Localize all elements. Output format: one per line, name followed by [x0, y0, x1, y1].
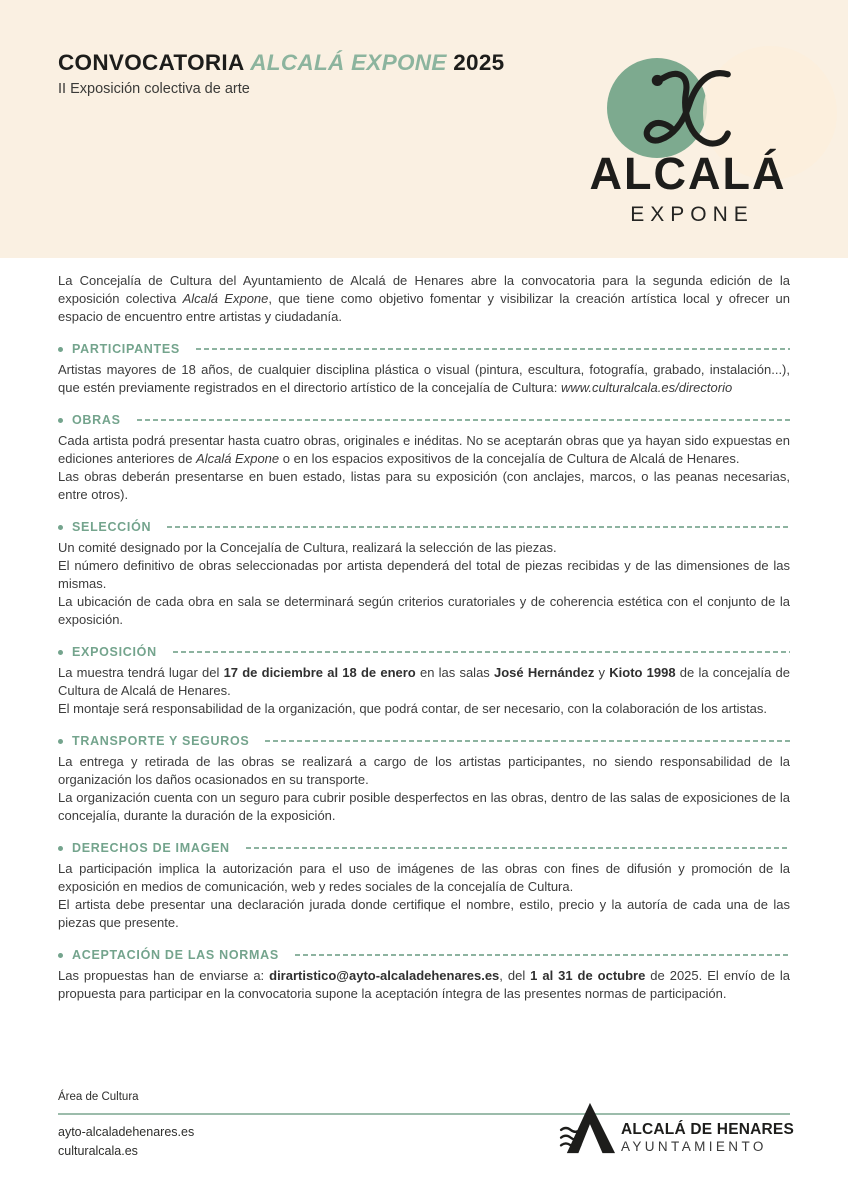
text-segment: en las salas — [415, 665, 495, 680]
paragraph — [58, 967, 790, 1003]
bullet-icon — [58, 953, 63, 958]
dashed-rule — [137, 419, 790, 421]
text-segment: Las propuestas han de enviarse a: — [58, 968, 270, 983]
paragraph — [58, 361, 790, 397]
paragraph — [58, 593, 790, 629]
area-label: Área de Cultura — [58, 1091, 139, 1103]
title-highlight: ALCALÁ EXPONE — [250, 50, 447, 75]
logo-wordmark: ALCALÁ — [589, 148, 787, 199]
section-participantes — [58, 342, 790, 397]
page-subtitle: II Exposición colectiva de arte — [58, 81, 250, 97]
paragraph — [58, 664, 790, 700]
section-title: SELECCIÓN — [72, 520, 152, 534]
section-title: EXPOSICIÓN — [72, 645, 157, 659]
text-segment: de 2025. El envío de la propuesta para participar en la convocatoria supone la aceptación íntegra de las presentes normas de participación. — [58, 968, 790, 1001]
logo-submark: EXPONE — [630, 203, 754, 226]
footer-link: culturalcala.es — [58, 1144, 138, 1158]
text-segment: El montaje será responsabilidad de la organización, que podrá contar, de ser necesario, con la colaboración de los artistas. — [58, 701, 767, 716]
document-body — [0, 258, 848, 1003]
bullet-icon — [58, 650, 63, 655]
text-segment: 1 al 31 de octubre — [530, 968, 646, 983]
section-obras — [58, 413, 790, 504]
text-segment: , del — [499, 968, 531, 983]
text-segment: La participación implica la autorización para el uso de imágenes de las obras con fines de difusión y promoción de la exposición en medios de comunicación, web y redes sociales de la concejalía de Cultura. — [58, 861, 790, 894]
script-x-icon — [638, 62, 740, 156]
section-title: OBRAS — [72, 413, 121, 427]
text-segment: La entrega y retirada de las obras se realizará a cargo de los artistas participantes, no siendo responsabilidad de la organización los daños ocasionados en su transporte. — [58, 754, 790, 787]
text-segment: Un comité designado por la Concejalía de Cultura, realizará la selección de las piezas. — [58, 540, 557, 555]
paragraph — [58, 789, 790, 825]
text-segment: y — [594, 665, 610, 680]
section-aceptacion-de-las-normas — [58, 948, 790, 1003]
bullet-icon — [58, 739, 63, 744]
text-segment: La Concejalía de Cultura del Ayuntamiento de Alcalá de Henares abre la convocatoria para la segunda edición de la exposición colectiva — [58, 273, 790, 306]
section-heading — [58, 413, 790, 427]
bullet-icon — [58, 347, 63, 352]
section-heading — [58, 734, 790, 748]
text-segment: El artista debe presentar una declaración jurada donde certifique el nombre, estilo, precio y la autoría de cada una de las piezas que presente. — [58, 897, 790, 930]
text-segment: o en los espacios expositivos de la concejalía de Cultura de Alcalá de Henares. — [279, 451, 740, 466]
footer — [58, 1091, 794, 1181]
section-heading — [58, 342, 790, 356]
section-exposicion — [58, 645, 790, 718]
section-heading — [58, 645, 790, 659]
bullet-icon — [58, 846, 63, 851]
paragraph — [58, 896, 790, 932]
text-segment: La muestra tendrá lugar del — [58, 665, 224, 680]
paragraph — [58, 860, 790, 896]
section-derechos-de-imagen — [58, 841, 790, 932]
dashed-rule — [173, 651, 790, 653]
sections-container — [58, 342, 790, 1003]
text-segment: , que tiene como objetivo fomentar y visibilizar la creación artística local y ofrecer un espacio de encuentro entre artistas y ciudadanía. — [58, 291, 790, 324]
intro-paragraph — [58, 272, 790, 326]
paragraph — [58, 557, 790, 593]
org-name: ALCALÁ DE HENARES — [620, 1121, 794, 1138]
paragraph — [58, 753, 790, 789]
letter-a-icon — [559, 1101, 619, 1155]
page-title — [58, 50, 505, 76]
text-segment: dirartistico@ayto-alcaladehenares.es — [269, 968, 500, 983]
title-block — [58, 50, 505, 97]
org-text — [621, 1121, 794, 1155]
title-year: 2025 — [453, 50, 505, 75]
paragraph — [58, 700, 790, 718]
section-seleccion — [58, 520, 790, 629]
section-title: TRANSPORTE Y SEGUROS — [72, 734, 250, 748]
section-heading — [58, 841, 790, 855]
section-heading — [58, 520, 790, 534]
text-segment: José Hernández — [494, 665, 595, 680]
bullet-icon — [58, 525, 63, 530]
text-segment: Cada artista podrá presentar hasta cuatro obras, originales e inéditas. No se aceptarán obras que ya hayan sido expuestas en ediciones anteriores de — [58, 433, 790, 466]
text-segment: www.culturalcala.es/directorio — [560, 380, 733, 395]
header-band — [0, 0, 848, 258]
text-segment: Alcalá Expone — [196, 451, 280, 466]
text-segment: de la concejalía de Cultura de Alcalá de Henares. — [58, 665, 791, 698]
paragraph — [58, 432, 790, 468]
section-title: DERECHOS DE IMAGEN — [72, 841, 230, 855]
footer-link: ayto-alcaladehenares.es — [58, 1125, 195, 1139]
text-segment: Artistas mayores de 18 años, de cualquier disciplina plástica o visual (pintura, escultura, fotografía, grabado, instalación...), que estén previamente registrados en el directorio artístico de la concejalía de Cultura: — [58, 362, 790, 395]
section-heading — [58, 948, 790, 962]
text-segment: Alcalá Expone — [182, 291, 269, 306]
section-title: PARTICIPANTES — [72, 342, 180, 356]
bullet-icon — [58, 418, 63, 423]
text-segment: La organización cuenta con un seguro para cubrir posible desperfectos en las obras, dentro de las salas de exposiciones de la concejalía, durante la duración de la exposición. — [58, 790, 790, 823]
text-segment: 17 de diciembre al 18 de enero — [223, 665, 416, 680]
dashed-rule — [246, 847, 790, 849]
org-subname: AYUNTAMIENTO — [620, 1139, 767, 1154]
dashed-rule — [167, 526, 790, 528]
alcala-expone-logo — [558, 0, 848, 258]
dashed-rule — [265, 740, 790, 742]
title-prefix: CONVOCATORIA — [58, 50, 244, 75]
text-segment: Las obras deberán presentarse en buen estado, listas para su exposición (con anclajes, marcos, o las peanas necesarias, entre otros). — [58, 469, 790, 502]
text-segment: Kioto 1998 — [609, 665, 676, 680]
section-title: ACEPTACIÓN DE LAS NORMAS — [72, 948, 279, 962]
dashed-rule — [295, 954, 790, 956]
section-transporte-y-seguros — [58, 734, 790, 825]
paragraph — [58, 468, 790, 504]
text-segment: La ubicación de cada obra en sala se determinará según criterios curatoriales y de coherencia estética con el conjunto de la exposición. — [58, 594, 790, 627]
ayuntamiento-logo — [559, 1101, 794, 1155]
dashed-rule — [196, 348, 790, 350]
paragraph — [58, 539, 790, 557]
text-segment: El número definitivo de obras seleccionadas por artista dependerá del total de piezas recibidas y de las dimensiones de las mismas. — [58, 558, 790, 591]
